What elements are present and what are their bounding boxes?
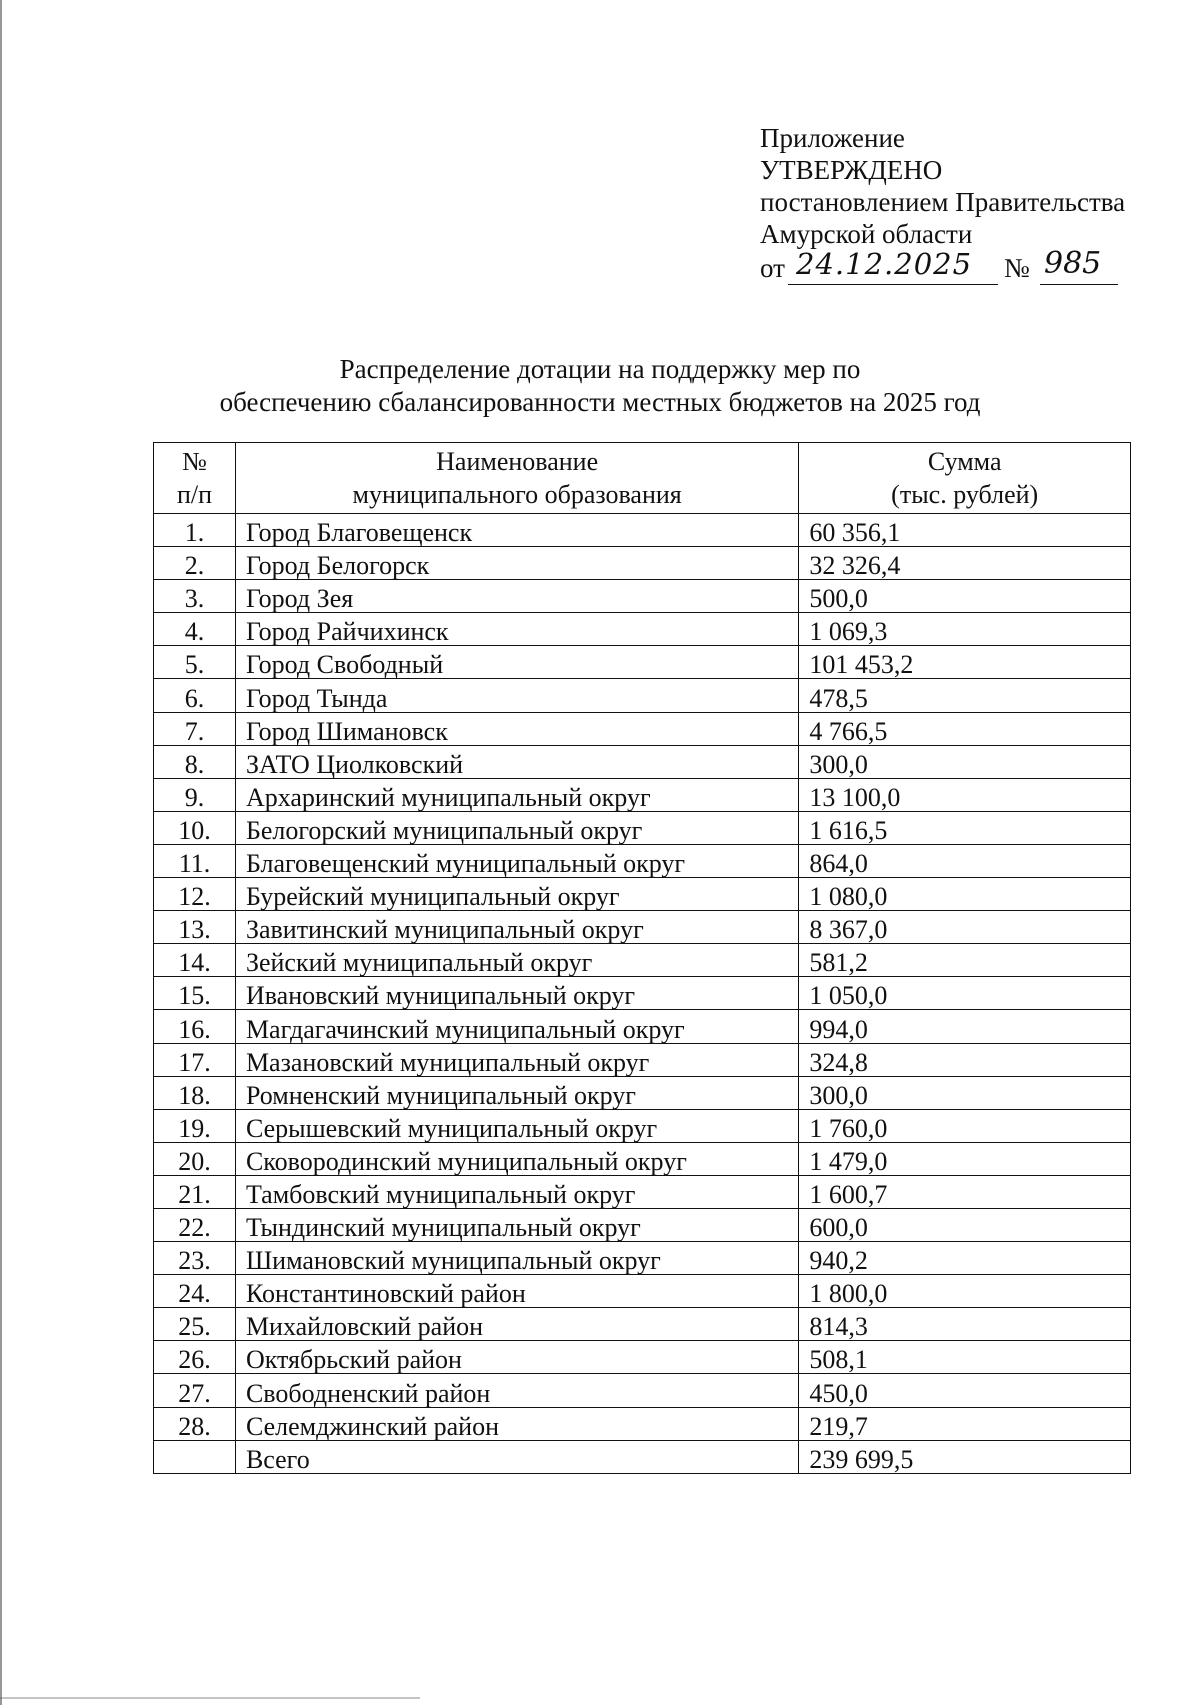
row-municipality-name: Завитинский муниципальный округ: [235, 911, 798, 944]
row-amount: 1 600,7: [799, 1175, 1131, 1208]
approval-line-approved: УТВЕРЖДЕНО: [760, 155, 943, 185]
table-row: [154, 1308, 1131, 1341]
total-label: Всего: [235, 1440, 798, 1473]
row-amount: 324,8: [799, 1043, 1131, 1076]
row-municipality-name: Мазановский муниципальный округ: [235, 1043, 798, 1076]
header-sum-line-2: (тыс. рублей): [891, 480, 1039, 509]
document-title: [0, 353, 1200, 419]
row-municipality-name: Благовещенский муниципальный округ: [235, 844, 798, 877]
table-row: [154, 1175, 1131, 1208]
row-municipality-name: Ивановский муниципальный округ: [235, 977, 798, 1010]
row-number: 1.: [154, 514, 236, 547]
row-number: 6.: [154, 679, 236, 712]
table-row: [154, 1407, 1131, 1440]
table-row: [154, 1142, 1131, 1175]
row-municipality-name: Город Тында: [235, 679, 798, 712]
number-prefix: №: [1004, 253, 1030, 283]
row-municipality-name: Серышевский муниципальный округ: [235, 1109, 798, 1142]
header-name-line-2: муниципального образования: [352, 480, 682, 509]
row-municipality-name: Город Райчихинск: [235, 613, 798, 646]
table-row: [154, 878, 1131, 911]
row-amount: 1 616,5: [799, 811, 1131, 844]
row-municipality-name: Город Шимановск: [235, 712, 798, 745]
row-amount: 60 356,1: [799, 514, 1131, 547]
row-municipality-name: Шимановский муниципальный округ: [235, 1242, 798, 1275]
row-municipality-name: Зейский муниципальный округ: [235, 944, 798, 977]
header-name: [235, 443, 798, 514]
row-municipality-name: Магдагачинский муниципальный округ: [235, 1010, 798, 1043]
table-row: [154, 811, 1131, 844]
row-number: 21.: [154, 1175, 236, 1208]
row-amount: 600,0: [799, 1208, 1131, 1241]
table-body: [154, 514, 1131, 1474]
table-row: [154, 1208, 1131, 1241]
table-row: [154, 844, 1131, 877]
scan-edge-left: [0, 0, 2, 1705]
scan-edge-bottom: [0, 1697, 420, 1699]
row-municipality-name: Ромненский муниципальный округ: [235, 1076, 798, 1109]
row-amount: 1 069,3: [799, 613, 1131, 646]
table-row: [154, 745, 1131, 778]
row-amount: 864,0: [799, 844, 1131, 877]
row-number: 24.: [154, 1275, 236, 1308]
row-amount: 500,0: [799, 580, 1131, 613]
row-number: 4.: [154, 613, 236, 646]
row-municipality-name: Город Свободный: [235, 646, 798, 679]
row-municipality-name: ЗАТО Циолковский: [235, 745, 798, 778]
row-number: 3.: [154, 580, 236, 613]
total-number: [154, 1440, 236, 1473]
header-number-line-1: №: [182, 447, 207, 476]
row-number: 9.: [154, 778, 236, 811]
table-row: [154, 1076, 1131, 1109]
row-number: 8.: [154, 745, 236, 778]
handwritten-date: 24.12.2025: [796, 247, 973, 281]
row-municipality-name: Михайловский район: [235, 1308, 798, 1341]
row-amount: 300,0: [799, 1076, 1131, 1109]
title-line-2: обеспечению сбалансированности местных бюджетов на 2025 год: [219, 387, 981, 417]
row-number: 16.: [154, 1010, 236, 1043]
row-amount: 1 080,0: [799, 878, 1131, 911]
row-number: 2.: [154, 547, 236, 580]
approval-line-resolution: постановлением Правительства: [760, 187, 1126, 217]
header-number-line-2: п/п: [176, 480, 212, 509]
row-amount: 1 760,0: [799, 1109, 1131, 1142]
row-municipality-name: Бурейский муниципальный округ: [235, 878, 798, 911]
row-amount: 478,5: [799, 679, 1131, 712]
table-row: [154, 944, 1131, 977]
table-row: [154, 712, 1131, 745]
header-name-line-1: Наименование: [436, 447, 599, 476]
row-municipality-name: Свободненский район: [235, 1374, 798, 1407]
table-row: [154, 580, 1131, 613]
approval-block: [760, 122, 1125, 292]
row-number: 13.: [154, 911, 236, 944]
date-prefix: от: [760, 253, 785, 283]
row-amount: 13 100,0: [799, 778, 1131, 811]
approval-date-line: [760, 246, 1125, 292]
row-amount: 814,3: [799, 1308, 1131, 1341]
row-amount: 4 766,5: [799, 712, 1131, 745]
row-number: 28.: [154, 1407, 236, 1440]
row-municipality-name: Город Благовещенск: [235, 514, 798, 547]
header-sum-line-1: Сумма: [927, 447, 1002, 476]
row-number: 14.: [154, 944, 236, 977]
handwritten-number: 985: [1044, 246, 1102, 281]
row-number: 20.: [154, 1142, 236, 1175]
row-amount: 508,1: [799, 1341, 1131, 1374]
row-amount: 300,0: [799, 745, 1131, 778]
row-amount: 1 800,0: [799, 1275, 1131, 1308]
approval-line-appendix: Приложение: [760, 123, 905, 153]
row-amount: 219,7: [799, 1407, 1131, 1440]
row-number: 22.: [154, 1208, 236, 1241]
row-number: 11.: [154, 844, 236, 877]
row-municipality-name: Тамбовский муниципальный округ: [235, 1175, 798, 1208]
row-amount: 8 367,0: [799, 911, 1131, 944]
table-row: [154, 613, 1131, 646]
row-amount: 101 453,2: [799, 646, 1131, 679]
row-municipality-name: Архаринский муниципальный округ: [235, 778, 798, 811]
title-line-1: Распределение дотации на поддержку мер по: [339, 354, 861, 384]
table-row: [154, 1242, 1131, 1275]
table-row: [154, 1341, 1131, 1374]
table-row: [154, 679, 1131, 712]
row-number: 12.: [154, 878, 236, 911]
table-row: [154, 547, 1131, 580]
row-amount: 581,2: [799, 944, 1131, 977]
row-amount: 450,0: [799, 1374, 1131, 1407]
distribution-table: [153, 442, 1131, 1474]
row-number: 15.: [154, 977, 236, 1010]
row-municipality-name: Константиновский район: [235, 1275, 798, 1308]
row-amount: 940,2: [799, 1242, 1131, 1275]
table-row: [154, 911, 1131, 944]
row-number: 27.: [154, 1374, 236, 1407]
row-municipality-name: Тындинский муниципальный округ: [235, 1208, 798, 1241]
table-row: [154, 1374, 1131, 1407]
table-row: [154, 778, 1131, 811]
table-row: [154, 1043, 1131, 1076]
row-municipality-name: Сковородинский муниципальный округ: [235, 1142, 798, 1175]
table-header-row: [154, 443, 1131, 514]
row-number: 18.: [154, 1076, 236, 1109]
header-sum: [799, 443, 1131, 514]
table-row: [154, 1109, 1131, 1142]
row-number: 25.: [154, 1308, 236, 1341]
table-total-row: [154, 1440, 1131, 1473]
total-amount: 239 699,5: [799, 1440, 1131, 1473]
row-amount: 1 479,0: [799, 1142, 1131, 1175]
row-amount: 1 050,0: [799, 977, 1131, 1010]
table-row: [154, 1275, 1131, 1308]
row-number: 10.: [154, 811, 236, 844]
approval-line-region: Амурской области: [760, 219, 973, 249]
row-number: 19.: [154, 1109, 236, 1142]
table-row: [154, 514, 1131, 547]
row-number: 26.: [154, 1341, 236, 1374]
row-municipality-name: Селемджинский район: [235, 1407, 798, 1440]
row-amount: 994,0: [799, 1010, 1131, 1043]
row-amount: 32 326,4: [799, 547, 1131, 580]
table-row: [154, 977, 1131, 1010]
row-number: 5.: [154, 646, 236, 679]
header-number: [154, 443, 236, 514]
row-municipality-name: Город Зея: [235, 580, 798, 613]
table-row: [154, 1010, 1131, 1043]
row-number: 7.: [154, 712, 236, 745]
row-number: 17.: [154, 1043, 236, 1076]
row-municipality-name: Город Белогорск: [235, 547, 798, 580]
row-municipality-name: Белогорский муниципальный округ: [235, 811, 798, 844]
row-municipality-name: Октябрьский район: [235, 1341, 798, 1374]
row-number: 23.: [154, 1242, 236, 1275]
table-row: [154, 646, 1131, 679]
